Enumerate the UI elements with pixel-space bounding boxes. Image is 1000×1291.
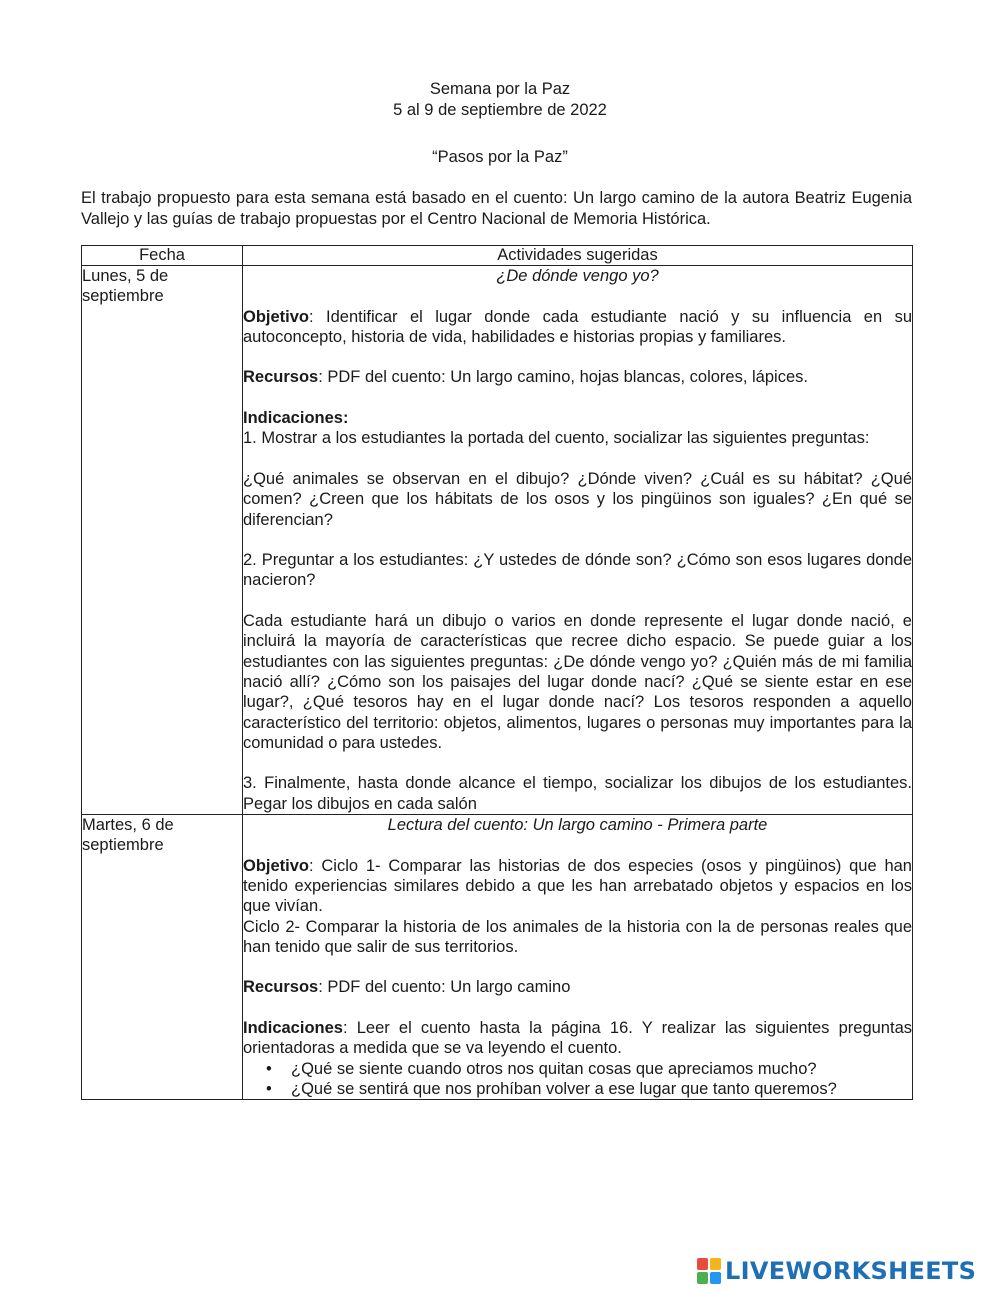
questions-list bbox=[243, 1059, 912, 1100]
header-date: Fecha bbox=[82, 246, 243, 266]
list-item: • ¿Qué se siente cuando otros nos quitan cosas que apreciamos mucho? bbox=[266, 1059, 817, 1078]
step-2-paragraph: 2. Preguntar a los estudiantes: ¿Y ustedes de dónde son? ¿Cómo son esos lugares donde nacieron? bbox=[243, 551, 912, 590]
activity-title: ¿De dónde vengo yo? bbox=[496, 267, 659, 285]
bullet-icon: • bbox=[266, 1079, 272, 1098]
indications-label: Indicaciones: bbox=[243, 409, 349, 428]
liveworksheets-logo[interactable] bbox=[697, 1256, 976, 1286]
indications-text: : Leer el cuento hasta la página 16. Y realizar las siguientes preguntas orientadoras a medida que se va leyendo el cuento. bbox=[243, 1018, 912, 1058]
objective-paragraph bbox=[243, 856, 912, 917]
page-dates: 5 al 9 de septiembre de 2022 bbox=[393, 101, 607, 119]
resources-text: : PDF del cuento: Un largo camino, hojas blancas, colores, lápices. bbox=[318, 368, 808, 387]
objective-text: : Ciclo 1- Comparar las historias de dos especies (osos y pingüinos) que han tenido experiencias similares debido a que les han arrebatado objetos y espacios en los que vivían. bbox=[243, 856, 912, 916]
objective-paragraph bbox=[243, 307, 912, 348]
activity-cell-monday bbox=[243, 266, 913, 815]
resources-label: Recursos bbox=[243, 368, 319, 387]
activity-cell-tuesday bbox=[243, 815, 913, 1100]
step-3-paragraph: 3. Finalmente, hasta donde alcance el tiempo, socializar los dibujos de los estudiantes. Pegar los dibujos en cada salón bbox=[243, 774, 912, 813]
header-activities: Actividades sugeridas bbox=[243, 246, 913, 266]
bullet-icon: • bbox=[266, 1059, 272, 1078]
step-1-paragraph: 1. Mostrar a los estudiantes la portada del cuento, socializar las siguientes preguntas: bbox=[243, 429, 870, 448]
objective-label: Objetivo bbox=[243, 856, 310, 875]
table-row bbox=[82, 815, 913, 1100]
page-subtitle: “Pasos por la Paz” bbox=[432, 148, 568, 166]
resources-label: Recursos bbox=[243, 978, 319, 997]
resources-paragraph bbox=[243, 977, 912, 997]
resources-text: : PDF del cuento: Un largo camino bbox=[318, 978, 571, 997]
intro-paragraph: El trabajo propuesto para esta semana está basado en el cuento: Un largo camino de la autora Beatriz Eugenia Vallejo y las guías de trabajo propuestas por el Centro Nacional de Memoria Histórica. bbox=[81, 189, 912, 228]
date-cell-monday: Lunes, 5 de septiembre bbox=[82, 266, 243, 815]
indications-paragraph bbox=[243, 1018, 912, 1059]
brand-text: LIVEWORKSHEETS bbox=[725, 1257, 977, 1285]
objective-text: : Identificar el lugar donde cada estudiante nació y su influencia en su autoconcepto, historia de vida, habilidades e historias propias y familiares. bbox=[243, 307, 912, 346]
liveworksheets-logo-icon bbox=[697, 1258, 721, 1284]
objective-label: Objetivo bbox=[243, 307, 310, 326]
cycle-2-paragraph: Ciclo 2- Comparar la historia de los animales de la historia con la de personas reales que han tenido que salir de sus territorios. bbox=[243, 917, 912, 956]
activity-title: Lectura del cuento: Un largo camino - Primera parte bbox=[387, 816, 768, 835]
activities-table bbox=[81, 245, 913, 1100]
page-title: Semana por la Paz bbox=[429, 80, 571, 98]
questions-paragraph: ¿Qué animales se observan en el dibujo? ¿Dónde viven? ¿Cuál es su hábitat? ¿Qué comen? ¿Creen que los hábitats de los osos y los pingüinos son iguales? ¿En qué se diferencian? bbox=[243, 469, 912, 529]
drawing-paragraph: Cada estudiante hará un dibujo o varios en donde represente el lugar donde nació, e incluirá la mayoría de características que recree dicho espacio. Se puede guiar a los estudiantes con las siguientes preguntas: ¿De dónde vengo yo? ¿Quién más de mi familia nació allí? ¿Cómo son los paisajes del lugar donde nací? ¿Qué se siente estar en ese lugar?, ¿Qué tesoros hay en el lugar donde nací? Los tesoros responden a aquello característico del territorio: objetos, alimentos, lugares o personas muy importantes para la comunidad o para ustedes. bbox=[243, 612, 912, 752]
table-row bbox=[82, 266, 913, 815]
resources-paragraph bbox=[243, 367, 912, 387]
indications-label: Indicaciones bbox=[243, 1018, 343, 1037]
date-cell-tuesday: Martes, 6 de septiembre bbox=[82, 815, 243, 1100]
table-header-row bbox=[82, 246, 913, 266]
list-item: • ¿Qué se sentirá que nos prohíban volver a ese lugar que tanto queremos? bbox=[266, 1079, 837, 1098]
